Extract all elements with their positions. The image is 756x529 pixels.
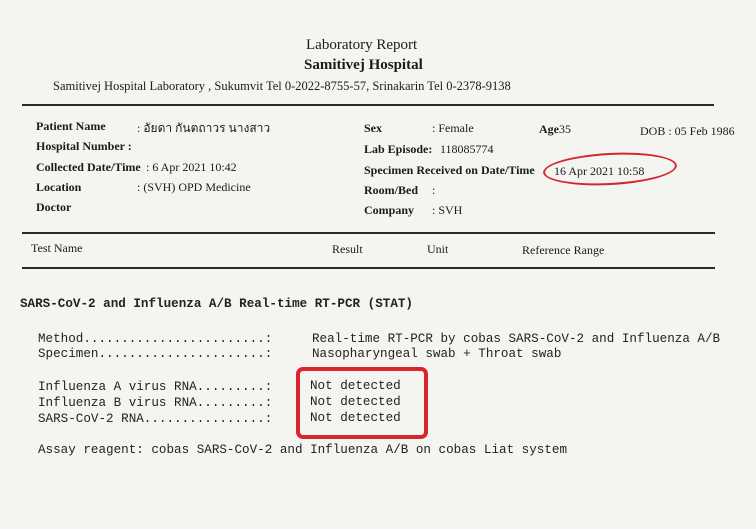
age-field	[539, 122, 571, 137]
result-value: Not detected	[310, 395, 401, 409]
dob-value: 05 Feb 1986	[674, 124, 735, 138]
result-label: Influenza A virus RNA.........:	[38, 380, 273, 394]
header-rule	[22, 104, 714, 106]
sex-label: Sex	[364, 121, 382, 135]
test-section-title: SARS-CoV-2 and Influenza A/B Real-time RT-PCR (STAT)	[20, 297, 413, 311]
room-bed-value: :	[432, 183, 436, 197]
location-value: : (SVH) OPD Medicine	[137, 180, 251, 194]
col-result: Result	[332, 242, 363, 256]
table-bottom-rule	[22, 267, 715, 269]
dob-field	[640, 124, 735, 139]
col-unit: Unit	[427, 242, 449, 256]
assay-note: Assay reagent: cobas SARS-CoV-2 and Influenza A/B on cobas Liat system	[38, 443, 568, 457]
received-label: Specimen Received on Date/Time	[364, 163, 535, 177]
result-value: Not detected	[310, 379, 401, 393]
age-value: 35	[559, 122, 571, 136]
location-label: Location	[36, 180, 82, 194]
sex-value: : Female	[432, 121, 474, 135]
hospital-number-label: Hospital Number :	[36, 139, 132, 153]
report-title: Laboratory Report	[306, 37, 418, 53]
company-label: Company	[364, 203, 415, 217]
col-test-name: Test Name	[31, 241, 83, 255]
patient-name-label: Patient Name	[36, 119, 106, 133]
specimen-value: Nasopharyngeal swab + Throat swab	[312, 347, 562, 361]
lab-address: Samitivej Hospital Laboratory , Sukumvit Tel 0-2022-8755-57, Srinakarin Tel 0-2378-9138	[53, 79, 511, 93]
method-label: Method........................:	[38, 332, 273, 346]
result-label: SARS-CoV-2 RNA................:	[38, 412, 273, 426]
company-value: : SVH	[432, 203, 463, 217]
collected-label: Collected Date/Time	[36, 160, 141, 174]
doctor-label: Doctor	[36, 200, 72, 214]
patient-name-value: : อัยดา กันตถาวร นางสาว	[137, 121, 271, 135]
col-reference-range: Reference Range	[522, 243, 605, 257]
result-value: Not detected	[310, 411, 401, 425]
results-highlight-box	[296, 367, 428, 439]
lab-episode-value: 118085774	[440, 142, 494, 156]
dob-label: DOB :	[640, 124, 672, 138]
hospital-name: Samitivej Hospital	[304, 57, 423, 73]
received-value: 16 Apr 2021 10:58	[554, 164, 645, 178]
age-label: Age	[539, 122, 559, 136]
table-top-rule	[22, 232, 715, 234]
received-highlight-circle	[542, 150, 677, 189]
room-bed-label: Room/Bed	[364, 183, 418, 197]
lab-episode-label: Lab Episode:	[364, 142, 433, 156]
method-value: Real-time RT-PCR by cobas SARS-CoV-2 and Influenza A/B	[312, 332, 721, 346]
collected-value: : 6 Apr 2021 10:42	[146, 160, 237, 174]
specimen-label: Specimen......................:	[38, 347, 273, 361]
result-label: Influenza B virus RNA.........:	[38, 396, 273, 410]
